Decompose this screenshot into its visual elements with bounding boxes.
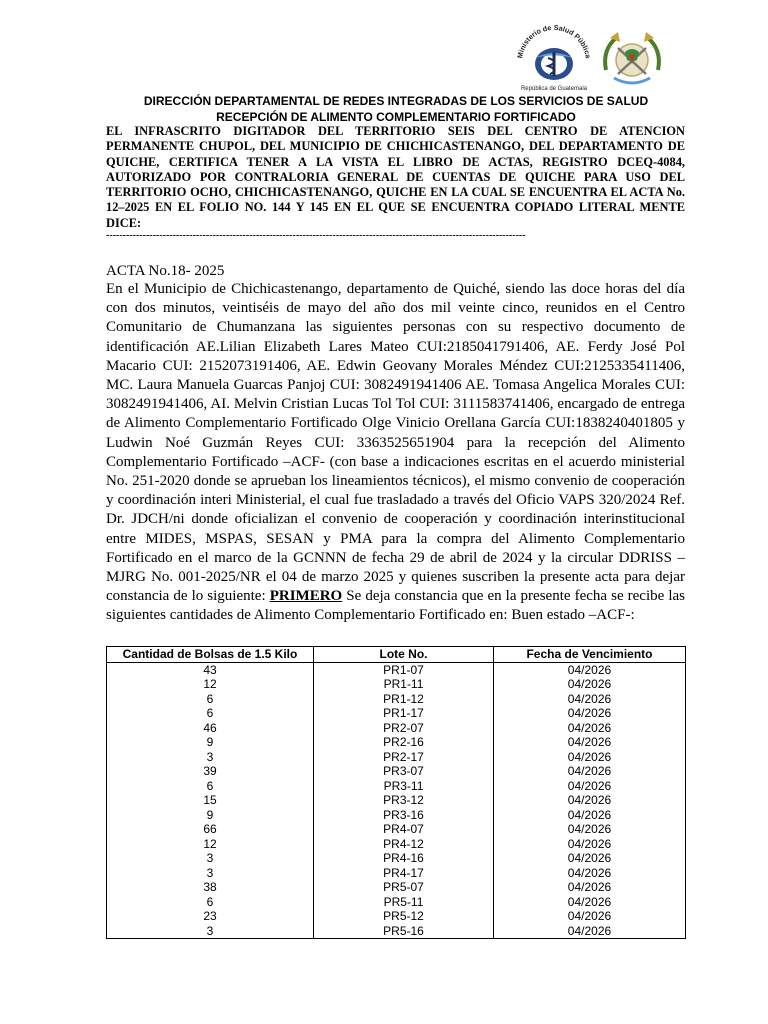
expiry-cell: 04/2026 [494,924,686,939]
table-row [107,924,686,939]
expiry-cell: 04/2026 [494,793,686,808]
table-row [107,837,686,852]
acta-body-continuation: Se deja constancia que en la presente fecha se recibe las siguientes cantidades de Alimento Complementario Fortificado en: Buen estado –ACF-: [106,588,686,624]
lot-cell: PR1-17 [314,706,494,721]
quantity-cell: 66 [107,822,314,837]
certification-paragraph: EL INFRASCRITO DIGITADOR DEL TERRITORIO SEIS DEL CENTRO DE ATENCION PERMANENTE CHUPOL, DEL MUNICIPIO DE CHICHICASTENANGO, DEL DEPARTAMENTO DE QUICHE, CERTIFICA TENER A LA VISTA EL LIBRO DE ACTAS, REGISTRO DCEQ-4084, AUTORIZADO POR CONTRALORIA GENERAL DE CUENTAS DE QUICHE PARA USO DEL TERRITORIO OCHO, CHICHICASTENANGO, QUICHE EN LA CUAL SE ENCUENTRA EL ACTA No. 12–2025 EN EL FOLIO NO. 144 Y 145 EN EL QUE SE ENCUENTRA COPIADO LITERAL MENTE DICE: [106,124,685,230]
table-row [107,779,686,794]
table-row [107,822,686,837]
reception-table [106,646,686,939]
quantity-cell: 9 [107,735,314,750]
lot-cell: PR4-17 [314,866,494,881]
quantity-cell: 3 [107,851,314,866]
table-row [107,750,686,765]
column-header-expiry: Fecha de Vencimiento [494,647,686,663]
expiry-cell: 04/2026 [494,779,686,794]
expiry-cell: 04/2026 [494,851,686,866]
coat-of-arms-icon [600,30,664,88]
lot-cell: PR1-11 [314,677,494,692]
table-row [107,706,686,721]
column-header-quantity: Cantidad de Bolsas de 1.5 Kilo [107,647,314,663]
table-header-row [107,647,686,663]
quantity-cell: 3 [107,750,314,765]
lot-cell: PR4-16 [314,851,494,866]
acta-title: ACTA No.18- 2025 [106,263,225,279]
expiry-cell: 04/2026 [494,880,686,895]
quantity-cell: 6 [107,692,314,707]
expiry-cell: 04/2026 [494,706,686,721]
expiry-cell: 04/2026 [494,764,686,779]
expiry-cell: 04/2026 [494,721,686,736]
lot-cell: PR4-07 [314,822,494,837]
table-row [107,692,686,707]
lot-cell: PR2-17 [314,750,494,765]
lot-cell: PR1-12 [314,692,494,707]
quantity-cell: 39 [107,764,314,779]
quantity-cell: 46 [107,721,314,736]
lot-cell: PR3-12 [314,793,494,808]
table-row [107,662,686,677]
table-row [107,721,686,736]
quantity-cell: 15 [107,793,314,808]
document-subheading: RECEPCIÓN DE ALIMENTO COMPLEMENTARIO FORTIFICADO [216,110,576,124]
lot-cell: PR1-07 [314,662,494,677]
svg-text:República de Guatemala: República de Guatemala [520,86,588,92]
lot-cell: PR3-11 [314,779,494,794]
lot-cell: PR5-12 [314,909,494,924]
lot-cell: PR5-16 [314,924,494,939]
table-row [107,866,686,881]
table-row [107,808,686,823]
quantity-cell: 9 [107,808,314,823]
expiry-cell: 04/2026 [494,909,686,924]
table-row [107,764,686,779]
quantity-cell: 6 [107,895,314,910]
expiry-cell: 04/2026 [494,822,686,837]
lot-cell: PR4-12 [314,837,494,852]
expiry-cell: 04/2026 [494,662,686,677]
lot-cell: PR2-07 [314,721,494,736]
table-row [107,895,686,910]
table-row [107,793,686,808]
quantity-cell: 12 [107,677,314,692]
quantity-cell: 6 [107,779,314,794]
lot-cell: PR3-16 [314,808,494,823]
quantity-cell: 43 [107,662,314,677]
table-body [107,662,686,939]
expiry-cell: 04/2026 [494,735,686,750]
quantity-cell: 6 [107,706,314,721]
expiry-cell: 04/2026 [494,692,686,707]
table-row [107,880,686,895]
quantity-cell: 3 [107,866,314,881]
expiry-cell: 04/2026 [494,808,686,823]
lot-cell: PR2-16 [314,735,494,750]
document-heading: DIRECCIÓN DEPARTAMENTAL DE REDES INTEGRADAS DE LOS SERVICIOS DE SALUD [143,94,649,108]
quantity-cell: 38 [107,880,314,895]
expiry-cell: 04/2026 [494,677,686,692]
table-row [107,851,686,866]
primero-keyword: PRIMERO [269,588,343,605]
table-row [107,909,686,924]
separator-line: ------------------------------------------------------------------------------------------------------------------------------ [106,230,526,241]
acta-body [106,280,685,626]
svg-text:Ministerio de Salud Pública: Ministerio de Salud Pública [515,22,593,59]
table-row [107,677,686,692]
quantity-cell: 23 [107,909,314,924]
column-header-lot: Lote No. [314,647,494,663]
ministry-of-health-seal-icon [508,22,600,92]
quantity-cell: 12 [107,837,314,852]
expiry-cell: 04/2026 [494,837,686,852]
expiry-cell: 04/2026 [494,895,686,910]
lot-cell: PR5-07 [314,880,494,895]
acta-body-text: En el Municipio de Chichicastenango, departamento de Quiché, siendo las doce horas del día con dos minutos, veintiséis de mayo del año dos mil veinte cinco, reunidos en el Centro Comunitario de Chumanzana las siguientes personas con su respectivo documento de identificación AE.Lilian Elizabeth Lares Mateo CUI:2185041791406, AE. Ferdy José Pol Macario CUI: 2152073191406, AE. Edwin Geovany Morales Méndez CUI:2125335411406, MC. Laura Manuela Guarcas Panjoj CUI: 3082491941406 AE. Tomasa Angelica Morales CUI: 3082491941406, AI. Melvin Cristian Lucas Tol Tol CUI: 3111583741406, encargado de entrega de Alimento Complementario Fortificado Olge Vinicio Orellana García CUI:1838240401805 y Ludwin Noé Guzmán Reyes CUI: 3363525651904 para la recepción del Alimento Complementario Fortificado –ACF- (con base a indicaciones escritas en el acuerdo ministerial No. 251-2020 donde se aprueban los lineamientos técnicos), el mismo convenio de cooperación y coordinación interi Ministerial, el cual fue trasladado a través del Oficio VAPS 320/2024 Ref. Dr. JDCH/ni donde oficializan el convenio de cooperación y coordinación interinstitucional entre MIDES, MSPAS, SESAN y PMA para la compra del Alimento Complementario Fortificado en el marco de la GCNNN de fecha 29 de abril de 2024 y la circular DDRISS – MJRG No. 001-2025/NR el 04 de marzo 2025 y quienes suscriben la presente acta para dejar constancia de lo siguiente: [106,281,685,605]
quantity-cell: 3 [107,924,314,939]
lot-cell: PR3-07 [314,764,494,779]
table-row [107,735,686,750]
expiry-cell: 04/2026 [494,750,686,765]
lot-cell: PR5-11 [314,895,494,910]
expiry-cell: 04/2026 [494,866,686,881]
